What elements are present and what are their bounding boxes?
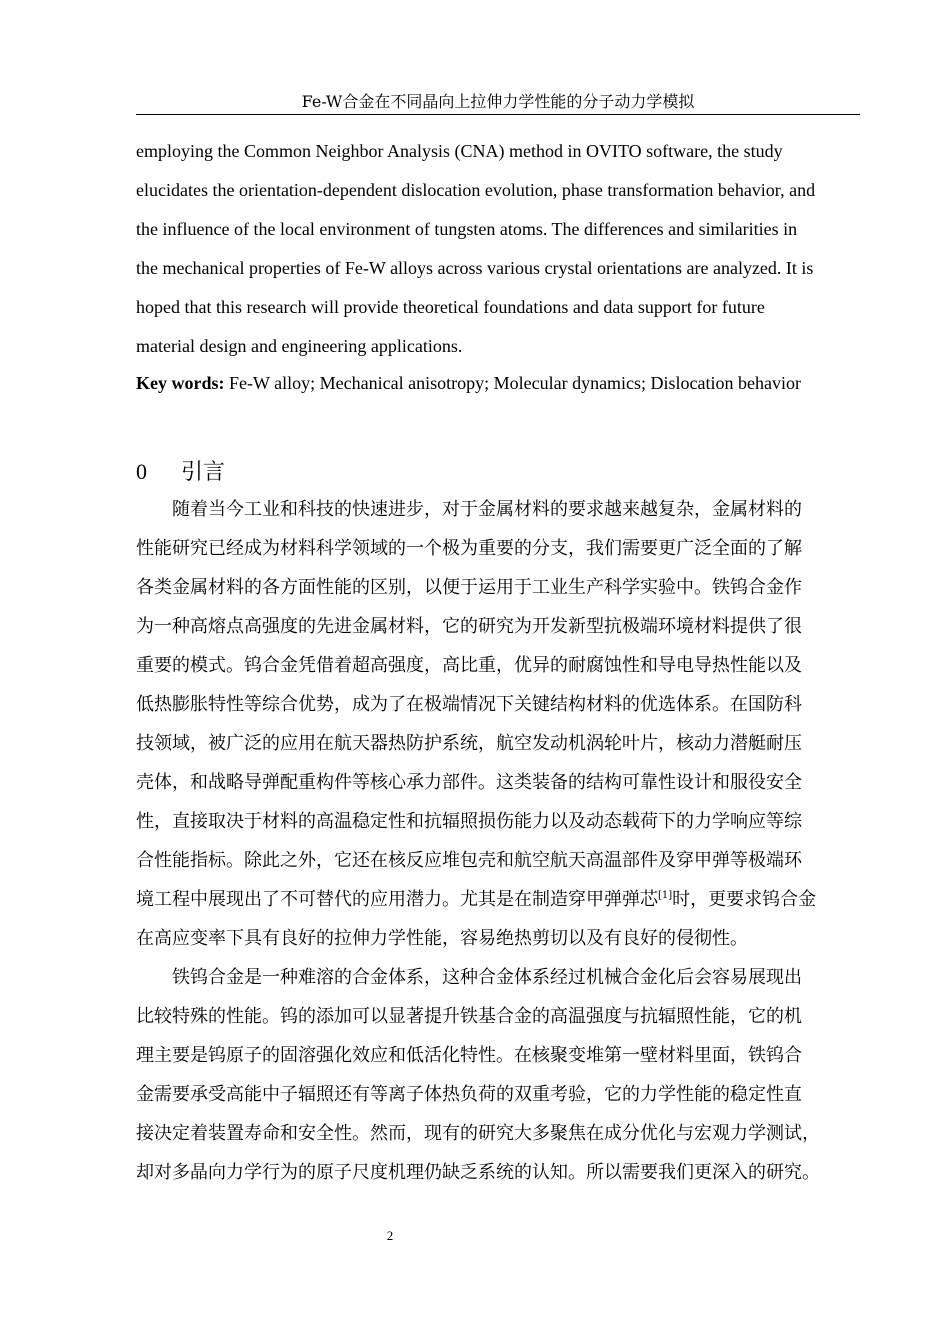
- abstract-line-1: employing the Common Neighbor Analysis (CNA) method in OVITO software, the study: [136, 141, 783, 161]
- section-heading: [136, 457, 225, 487]
- body-line: 重要的模式。钨合金凭借着超高强度，高比重，优异的耐腐蚀性和导电导热性能以及: [136, 655, 802, 676]
- running-header: Fe-W合金在不同晶向上拉伸力学性能的分子动力学模拟: [301, 92, 695, 111]
- page-number: 2: [386, 1228, 394, 1243]
- abstract-line-2: elucidates the orientation-dependent dislocation evolution, phase transformation behavior, and: [136, 180, 816, 200]
- abstract-line-6: material design and engineering applications.: [136, 336, 463, 356]
- abstract-line-4: the mechanical properties of Fe-W alloys across various crystal orientations are analyzed. It is: [136, 258, 814, 278]
- body-text: 时，更要求钨合金: [672, 889, 817, 910]
- body-line: [136, 888, 816, 912]
- body-line: 理主要是钨原子的固溶强化效应和低活化特性。在核聚变堆第一壁材料里面，铁钨合: [136, 1045, 802, 1066]
- body-line: 性能研究已经成为材料科学领域的一个极为重要的分支，我们需要更广泛全面的了解: [136, 538, 802, 559]
- keywords-text: Fe-W alloy; Mechanical anisotropy; Molecular dynamics; Dislocation behavior: [224, 373, 802, 393]
- body-line: 低热膨胀特性等综合优势，成为了在极端情况下关键结构材料的优选体系。在国防科: [136, 694, 802, 715]
- body-line: 随着当今工业和科技的快速进步，对于金属材料的要求越来越复杂，金属材料的: [172, 499, 802, 520]
- abstract-line-3: the influence of the local environment of tungsten atoms. The differences and similarities in: [136, 219, 798, 239]
- body-line: 为一种高熔点高强度的先进金属材料，它的研究为开发新型抗极端环境材料提供了很: [136, 616, 802, 637]
- citation-ref: [1]: [658, 890, 673, 901]
- body-line: 合性能指标。除此之外，它还在核反应堆包壳和航空航天高温部件及穿甲弹等极端环: [136, 850, 802, 871]
- keywords-label: Key words:: [136, 373, 225, 393]
- body-line: 技领域，被广泛的应用在航天器热防护系统，航空发动机涡轮叶片，核动力潜艇耐压: [136, 733, 802, 754]
- body-line: 各类金属材料的各方面性能的区别，以便于运用于工业生产科学实验中。铁钨合金作: [136, 577, 802, 598]
- body-line: 在高应变率下具有良好的拉伸力学性能，容易绝热剪切以及有良好的侵彻性。: [136, 928, 748, 949]
- body-line: 金需要承受高能中子辐照还有等离子体热负荷的双重考验，它的力学性能的稳定性直: [136, 1084, 802, 1105]
- body-line: 性，直接取决于材料的高温稳定性和抗辐照损伤能力以及动态载荷下的力学响应等综: [136, 811, 802, 832]
- body-line: 接决定着装置寿命和安全性。然而，现有的研究大多聚焦在成分优化与宏观力学测试，: [136, 1123, 820, 1144]
- keywords-line: [136, 371, 876, 395]
- body-line: 比较特殊的性能。钨的添加可以显著提升铁基合金的高温强度与抗辐照性能，它的机: [136, 1006, 802, 1027]
- body-line: 壳体，和战略导弹配重构件等核心承力部件。这类装备的结构可靠性设计和服役安全: [136, 772, 802, 793]
- header-rule: [136, 114, 860, 115]
- section-title: 引言: [181, 460, 226, 485]
- abstract-line-5: hoped that this research will provide theoretical foundations and data support for future: [136, 297, 765, 317]
- body-text: 境工程中展现出了不可替代的应用潜力。尤其是在制造穿甲弹弹芯: [136, 889, 658, 910]
- section-number: 0: [136, 459, 147, 484]
- body-line: 铁钨合金是一种难溶的合金体系，这种合金体系经过机械合金化后会容易展现出: [172, 967, 802, 988]
- body-line: 却对多晶向力学行为的原子尺度机理仍缺乏系统的认知。所以需要我们更深入的研究。: [136, 1162, 820, 1183]
